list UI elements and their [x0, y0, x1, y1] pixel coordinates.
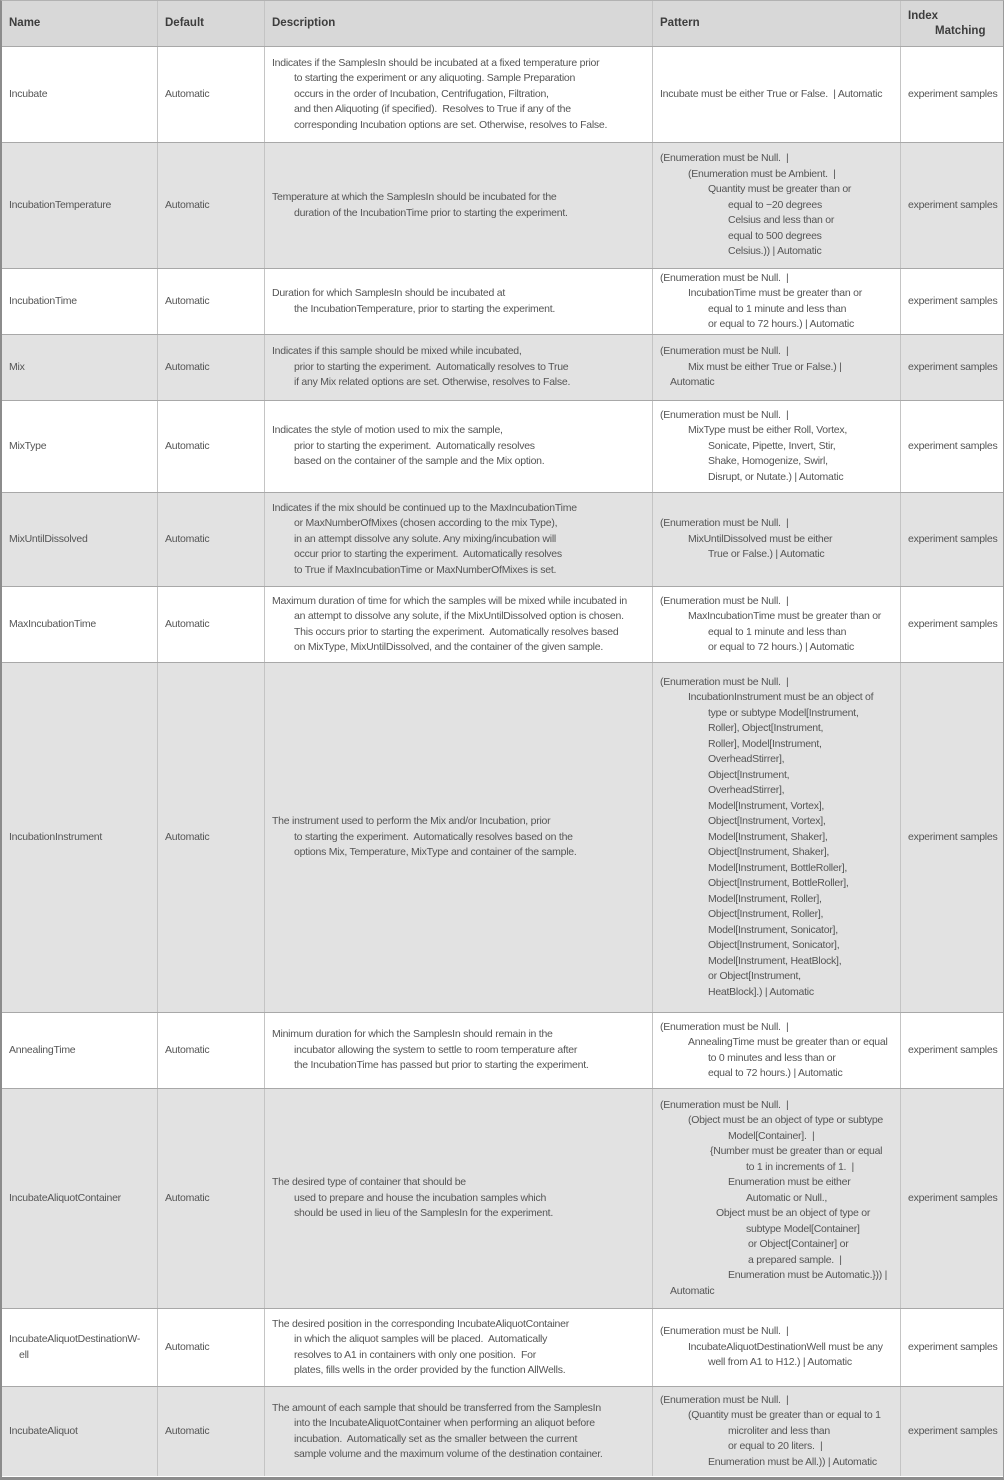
description-cell: [264, 1309, 652, 1386]
text-line: Celsius.)) | Automatic: [728, 245, 822, 258]
default-cell: Automatic: [157, 1309, 264, 1386]
text-line: Indicates the style of motion used to mix the sample,: [272, 424, 503, 437]
text-line: corresponding Incubation options are set. Otherwise, resolves to False.: [294, 118, 608, 131]
text-line: Object[Instrument, Roller],: [708, 908, 824, 921]
text-line: (Enumeration must be Null. |: [660, 517, 789, 530]
text-line: Incubate: [9, 87, 48, 100]
text-line: IncubationTime: [9, 294, 77, 307]
text-line: Quantity must be greater than or: [708, 183, 852, 196]
text-line: (Enumeration must be Null. |: [660, 408, 789, 421]
name-cell: [2, 269, 157, 334]
text-line: Object[Instrument, BottleRoller],: [708, 877, 849, 890]
text-line: Minimum duration for which the SamplesIn should remain in the: [272, 1028, 553, 1041]
name-cell: [2, 493, 157, 586]
description-cell: [264, 335, 652, 400]
column-header-default: Default: [157, 1, 264, 46]
table-row-incubation-temperature: [2, 142, 1003, 268]
text-line: IncubationTime must be greater than or: [688, 287, 862, 299]
name-cell: [2, 1387, 157, 1476]
text-line: Model[Instrument, BottleRoller],: [708, 861, 848, 874]
text-line: or equal to 72 hours.) | Automatic: [708, 641, 854, 653]
text-line: equal to 500 degrees: [728, 229, 822, 242]
text-line: MixType: [9, 439, 47, 452]
description-cell: [264, 269, 652, 334]
text-line: The amount of each sample that should be transferred from the SamplesIn: [272, 1401, 601, 1414]
text-line: IncubationTemperature: [9, 198, 112, 211]
pattern-cell: [652, 335, 900, 400]
text-line: equal to 1 minute and less than: [708, 625, 847, 638]
text-line: should be used in lieu of the SamplesIn for the experiment.: [294, 1207, 553, 1220]
text-line: or Object[Instrument,: [708, 970, 801, 983]
text-line: Indicates if the SamplesIn should be incubated at a fixed temperature prior: [272, 56, 600, 69]
text-line: IncubateAliquot: [9, 1424, 78, 1437]
text-line: prior to starting the experiment. Automatically resolves to True: [294, 360, 569, 373]
index-matching-cell: experiment samples: [900, 1013, 1003, 1088]
text-line: (Enumeration must be Null. |: [660, 271, 789, 284]
text-line: microliter and less than: [728, 1424, 830, 1437]
name-cell: [2, 47, 157, 142]
text-line: True or False.) | Automatic: [708, 548, 825, 561]
column-header-pattern: Pattern: [652, 1, 900, 46]
text-line: Celsius and less than or: [728, 214, 835, 227]
text-line: (Enumeration must be Ambient. |: [688, 167, 836, 180]
table-header-row: [2, 1, 1003, 46]
text-line: or equal to 20 liters. |: [728, 1440, 823, 1453]
column-header-name: Name: [9, 17, 41, 29]
index-matching-cell: experiment samples: [900, 1089, 1003, 1308]
text-line: HeatBlock].) | Automatic: [708, 985, 814, 998]
text-line: Object must be an object of type or: [716, 1207, 871, 1220]
pattern-cell: [652, 1013, 900, 1088]
text-line: IncubateAliquotDestinationW-: [9, 1333, 141, 1345]
text-line: This occurs prior to starting the experiment. Automatically resolves based: [294, 625, 619, 638]
text-line: and then Aliquoting (if specified). Resolves to True if any of the: [294, 103, 571, 116]
index-matching-cell: experiment samples: [900, 493, 1003, 586]
text-line: OverheadStirrer],: [708, 784, 785, 797]
text-line: Shake, Homogenize, Swirl,: [708, 455, 828, 468]
text-line: Automatic: [670, 376, 715, 389]
index-matching-cell: experiment samples: [900, 143, 1003, 268]
index-matching-cell: experiment samples: [900, 335, 1003, 400]
text-line: or MaxNumberOfMixes (chosen according to the mix Type),: [294, 517, 558, 530]
default-cell: Automatic: [157, 47, 264, 142]
text-line: Index: [908, 9, 939, 22]
name-cell: [2, 1309, 157, 1386]
text-line: (Enumeration must be Null. |: [660, 675, 789, 688]
text-line: (Enumeration must be Null. |: [660, 152, 789, 165]
text-line: if any Mix related options are set. Otherwise, resolves to False.: [294, 376, 571, 389]
text-line: (Quantity must be greater than or equal to 1: [688, 1409, 881, 1422]
text-line: Indicates if this sample should be mixed while incubated,: [272, 345, 522, 358]
text-line: Sonicate, Pipette, Invert, Stir,: [708, 439, 836, 452]
name-cell: [2, 1089, 157, 1308]
text-line: on MixType, MixUntilDissolved, and the container of the given sample.: [294, 641, 603, 653]
text-line: (Enumeration must be Null. |: [660, 594, 789, 607]
text-line: equal to 1 minute and less than: [708, 302, 847, 315]
table-row-incubate: [2, 46, 1003, 142]
table-row-mix-type: [2, 400, 1003, 492]
name-cell: [2, 663, 157, 1012]
text-line: Mix: [9, 360, 25, 373]
text-line: Model[Instrument, HeatBlock],: [708, 954, 842, 967]
pattern-cell: [652, 663, 900, 1012]
column-header-index-matching: [900, 1, 1003, 46]
default-cell: Automatic: [157, 401, 264, 492]
index-matching-cell: experiment samples: [900, 1309, 1003, 1386]
text-line: Automatic: [670, 1284, 715, 1297]
text-line: Model[Instrument, Shaker],: [708, 830, 828, 843]
text-line: resolves to A1 in containers with only one position. For: [294, 1348, 536, 1361]
text-line: IncubateAliquotContainer: [9, 1191, 121, 1204]
text-line: (Enumeration must be Null. |: [660, 1325, 789, 1338]
default-cell: Automatic: [157, 269, 264, 334]
text-line: Object[Instrument, Shaker],: [708, 846, 830, 859]
table-row-mix-until-dissolved: [2, 492, 1003, 586]
text-line: plates, fills wells in the order provided by the function AllWells.: [294, 1364, 566, 1376]
name-cell: [2, 587, 157, 662]
text-line: Disrupt, or Nutate.) | Automatic: [708, 470, 844, 483]
text-line: into the IncubateAliquotContainer when performing an aliquot before: [294, 1417, 595, 1429]
index-matching-cell: experiment samples: [900, 269, 1003, 334]
text-line: IncubationInstrument: [9, 830, 103, 843]
text-line: Object[Instrument, Vortex],: [708, 815, 826, 828]
pattern-cell: [652, 47, 900, 142]
text-line: The desired type of container that should be: [272, 1176, 466, 1189]
text-line: (Object must be an object of type or subtype: [688, 1114, 884, 1127]
text-line: incubator allowing the system to settle to room temperature after: [294, 1043, 578, 1056]
description-cell: [264, 587, 652, 662]
text-line: IncubationInstrument must be an object of: [688, 691, 874, 704]
pattern-cell: [652, 269, 900, 334]
default-cell: Automatic: [157, 143, 264, 268]
text-line: occurs in the order of Incubation, Centrifugation, Filtration,: [294, 87, 549, 100]
text-line: OverheadStirrer],: [708, 753, 785, 766]
text-line: Incubate must be either True or False. | Automatic: [660, 87, 883, 100]
text-line: Temperature at which the SamplesIn should be incubated for the: [272, 191, 557, 203]
text-line: to True if MaxIncubationTime or MaxNumberOfMixes is set.: [294, 563, 557, 576]
text-line: in which the aliquot samples will be placed. Automatically: [294, 1333, 548, 1345]
index-matching-cell: experiment samples: [900, 1387, 1003, 1476]
table-row-incubate-aliquot-destination-well: [2, 1308, 1003, 1386]
text-line: or equal to 72 hours.) | Automatic: [708, 318, 854, 330]
default-cell: Automatic: [157, 587, 264, 662]
description-cell: [264, 143, 652, 268]
name-cell: [2, 143, 157, 268]
text-line: Model[Instrument, Vortex],: [708, 799, 825, 812]
text-line: Object[Instrument, Sonicator],: [708, 939, 840, 952]
text-line: Roller], Model[Instrument,: [708, 737, 822, 750]
text-line: Automatic or Null.,: [746, 1191, 828, 1204]
table-row-incubate-aliquot-container: [2, 1088, 1003, 1308]
description-cell: [264, 1387, 652, 1476]
text-line: Enumeration must be either: [728, 1176, 851, 1189]
text-line: prior to starting the experiment. Automatically resolves: [294, 439, 535, 452]
text-line: sample volume and the maximum volume of the destination container.: [294, 1448, 603, 1460]
pattern-cell: [652, 401, 900, 492]
text-line: MaxIncubationTime must be greater than or: [688, 610, 882, 622]
description-cell: [264, 47, 652, 142]
text-line: MixType must be either Roll, Vortex,: [688, 424, 848, 437]
text-line: based on the container of the sample and the Mix option.: [294, 455, 545, 468]
text-line: subtype Model[Container]: [746, 1222, 860, 1235]
text-line: {Number must be greater than or equal: [710, 1145, 883, 1158]
text-line: to 1 in increments of 1. |: [746, 1160, 855, 1173]
text-line: Maximum duration of time for which the samples will be mixed while incubated in: [272, 594, 627, 607]
table-row-max-incubation-time: [2, 586, 1003, 662]
text-line: well from A1 to H12.) | Automatic: [708, 1356, 852, 1369]
text-line: a prepared sample. |: [748, 1253, 842, 1266]
text-line: Mix must be either True or False.) |: [688, 360, 842, 373]
pattern-cell: [652, 493, 900, 586]
pattern-cell: [652, 1387, 900, 1476]
text-line: type or subtype Model[Instrument,: [708, 706, 859, 719]
text-line: the IncubationTime has passed but prior to starting the experiment.: [294, 1059, 589, 1072]
text-line: MaxIncubationTime: [9, 617, 96, 630]
text-line: The desired position in the corresponding IncubateAliquotContainer: [272, 1317, 569, 1330]
text-line: or Object[Container] or: [748, 1238, 849, 1251]
index-matching-cell: experiment samples: [900, 587, 1003, 662]
text-line: Roller], Object[Instrument,: [708, 722, 824, 735]
name-cell: [2, 1013, 157, 1088]
description-cell: [264, 493, 652, 586]
text-line: (Enumeration must be Null. |: [660, 1020, 789, 1033]
default-cell: Automatic: [157, 493, 264, 586]
text-line: Model[Instrument, Sonicator],: [708, 923, 838, 936]
description-cell: [264, 401, 652, 492]
default-cell: Automatic: [157, 663, 264, 1012]
default-cell: Automatic: [157, 1013, 264, 1088]
text-line: options Mix, Temperature, MixType and container of the sample.: [294, 846, 577, 859]
text-line: Model[Container]. |: [728, 1129, 815, 1142]
pattern-cell: [652, 143, 900, 268]
table-row-incubation-instrument: [2, 662, 1003, 1012]
description-cell: [264, 1089, 652, 1308]
text-line: (Enumeration must be Null. |: [660, 1098, 789, 1111]
text-line: Enumeration must be All.)) | Automatic: [708, 1455, 877, 1468]
pattern-cell: [652, 587, 900, 662]
text-line: MixUntilDissolved: [9, 532, 88, 545]
text-line: AnnealingTime must be greater than or equal: [688, 1036, 888, 1048]
text-line: incubation. Automatically set as the smaller between the current: [294, 1432, 578, 1445]
text-line: IncubateAliquotDestinationWell must be any: [688, 1340, 883, 1353]
text-line: Matching: [935, 24, 986, 37]
column-header-description: Description: [264, 1, 652, 46]
default-cell: Automatic: [157, 335, 264, 400]
text-line: Model[Instrument, Roller],: [708, 892, 822, 905]
text-line: an attempt to dissolve any solute, if the MixUntilDissolved option is chosen.: [294, 610, 624, 622]
text-line: to starting the experiment. Automatically resolves based on the: [294, 830, 573, 843]
text-line: in an attempt dissolve any solute. Any mixing/incubation will: [294, 532, 556, 545]
text-line: occur prior to starting the experiment. Automatically resolves: [294, 548, 562, 561]
text-line: Indicates if the mix should be continued up to the MaxIncubationTime: [272, 501, 577, 514]
default-cell: Automatic: [157, 1387, 264, 1476]
text-line: Enumeration must be Automatic.})) |: [728, 1269, 888, 1282]
text-line: The instrument used to perform the Mix and/or Incubation, prior: [272, 815, 551, 828]
text-line: to 0 minutes and less than or: [708, 1051, 836, 1064]
text-line: ell: [19, 1348, 29, 1361]
name-cell: [2, 335, 157, 400]
text-line: MixUntilDissolved must be either: [688, 532, 833, 545]
text-line: (Enumeration must be Null. |: [660, 345, 789, 358]
name-cell: [2, 401, 157, 492]
default-cell: Automatic: [157, 1089, 264, 1308]
index-matching-cell: experiment samples: [900, 401, 1003, 492]
text-line: AnnealingTime: [9, 1043, 76, 1056]
text-line: used to prepare and house the incubation samples which: [294, 1191, 547, 1204]
text-line: equal to −20 degrees: [728, 198, 822, 211]
text-line: the IncubationTemperature, prior to starting the experiment.: [294, 302, 556, 315]
text-line: duration of the IncubationTime prior to starting the experiment.: [294, 206, 568, 219]
text-line: equal to 72 hours.) | Automatic: [708, 1067, 843, 1079]
text-line: to starting the experiment or any aliquoting. Sample Preparation: [294, 72, 576, 85]
pattern-cell: [652, 1089, 900, 1308]
text-line: (Enumeration must be Null. |: [660, 1393, 789, 1406]
index-matching-cell: experiment samples: [900, 663, 1003, 1012]
text-line: Duration for which SamplesIn should be incubated at: [272, 287, 505, 299]
table-row-mix: [2, 334, 1003, 400]
index-matching-cell: experiment samples: [900, 47, 1003, 142]
table-row-annealing-time: [2, 1012, 1003, 1088]
table-row-incubate-aliquot: [2, 1386, 1003, 1476]
description-cell: [264, 1013, 652, 1088]
table-row-incubation-time: [2, 268, 1003, 334]
pattern-cell: [652, 1309, 900, 1386]
text-line: Object[Instrument,: [708, 768, 790, 781]
description-cell: [264, 663, 652, 1012]
